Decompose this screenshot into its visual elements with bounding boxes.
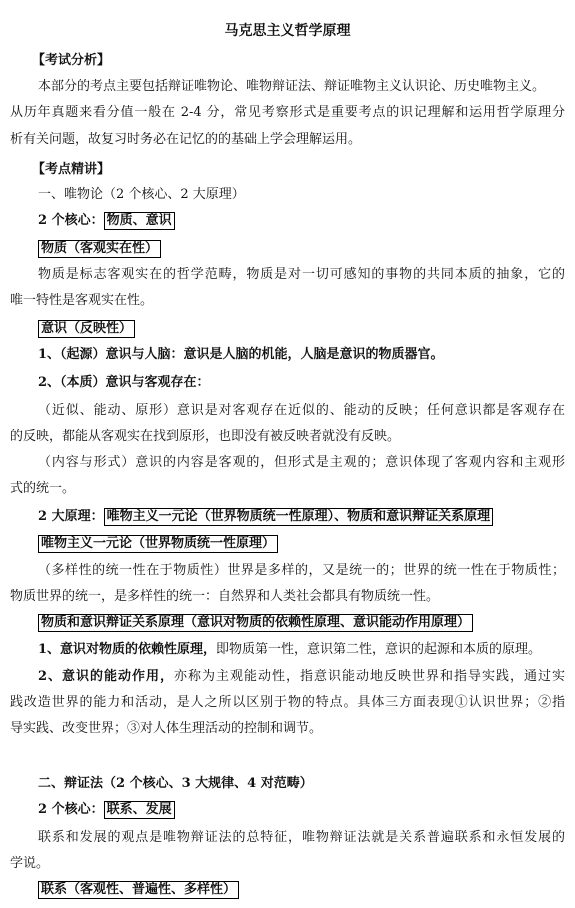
- consciousness-box: 意识（反映性）: [38, 320, 135, 338]
- dialectics-paragraph-line: 学说。: [10, 856, 50, 871]
- subheading-line: [38, 614, 473, 632]
- core-label: 2 个核心：: [38, 213, 104, 228]
- core-line: [38, 801, 175, 819]
- dialectical-paragraph-line: 践改造世界的能力和活动，是人之所以区别于物的特点。具体三方面表现①认识世界；②指: [10, 695, 565, 710]
- monism-box: 唯物主义一元论（世界物质统一性原理）: [38, 535, 278, 553]
- subheading-line: [38, 240, 161, 258]
- core-line: [38, 212, 175, 230]
- exam-paragraph-line: 析有关问题，故复习时务必在记忆的的基础上学会理解运用。: [10, 132, 362, 147]
- section-heading: 二、辩证法（2 个核心、3 大规律、4 对范畴）: [38, 776, 313, 791]
- matter-box: 物质（客观实在性）: [38, 240, 161, 258]
- section-heading: 一、唯物论（2 个核心、2 大原理）: [38, 187, 245, 202]
- point-bold-lead: 1、意识对物质的依赖性原理，: [38, 642, 217, 657]
- connection-box: 联系（客观性、普遍性、多样性）: [38, 881, 239, 899]
- point-text: 亦称为主观能动性，指意识能动地反映世界和指导实践，通过实: [174, 669, 565, 684]
- dialectical-point-1: [38, 641, 541, 659]
- dialectical-paragraph-line: 导实践、改变世界；③对人体生理活动的控制和调节。: [10, 721, 323, 736]
- monism-paragraph-line: （多样性的统一性在于物质性）世界是多样的，又是统一的；世界的统一性在于物质性；: [38, 563, 565, 578]
- principles-label: 2 大原理：: [38, 509, 104, 524]
- core-label: 2 个核心：: [38, 802, 104, 817]
- subheading-line: [38, 535, 278, 553]
- subheading-line: [38, 320, 135, 338]
- point-bold-lead: 2、意识的能动作用，: [38, 669, 175, 684]
- monism-paragraph-line: 物质世界的统一，是多样性的统一：自然界和人类社会都具有物质统一性。: [10, 589, 440, 604]
- dialectical-point-2: [38, 668, 565, 686]
- consciousness-paragraph-line: （近似、能动、原形）意识是对客观存在近似的、能动的反映；任何意识都是客观存在: [38, 403, 565, 418]
- consciousness-paragraph-line: （内容与形式）意识的内容是客观的，但形式是主观的；意识体现了客观内容和主观形: [38, 455, 565, 470]
- dialectics-paragraph-line: 联系和发展的观点是唯物辩证法的总特征，唯物辩证法就是关系普遍联系和永恒发展的: [38, 830, 565, 845]
- page-title: 马克思主义哲学原理: [224, 23, 351, 39]
- point-text: 即物质第一性，意识第二性，意识的起源和本质的原理。: [216, 642, 542, 657]
- exam-analysis-header: 【考试分析】: [32, 53, 111, 68]
- dialectical-relation-box: 物质和意识辩证关系原理（意识对物质的依赖性原理、意识能动作用原理）: [38, 614, 473, 632]
- exam-paragraph-line: 本部分的考点主要包括辩证唯物论、唯物辩证法、辩证唯物主义认识论、历史唯物主义。: [38, 79, 546, 94]
- exam-paragraph-line: 从历年真题来看分值一般在 2-4 分，常见考察形式是重要考点的识记理解和运用哲学原理分: [10, 105, 565, 120]
- principles-box: 唯物主义一元论（世界物质统一性原理）、物质和意识辩证关系原理: [104, 508, 494, 526]
- consciousness-point-2: 2、（本质）意识与客观存在：: [38, 375, 210, 390]
- key-points-header: 【考点精讲】: [32, 162, 111, 177]
- consciousness-paragraph-line: 式的统一。: [10, 481, 76, 496]
- consciousness-paragraph-line: 的反映，都能从客观实在找到原形，也即没有被反映者就没有反映。: [10, 429, 401, 444]
- matter-paragraph-line: 唯一特性是客观实在性。: [10, 293, 154, 308]
- consciousness-point-1: 1、（起源）意识与人脑：意识是人脑的机能，人脑是意识的物质器官。: [38, 347, 444, 362]
- core-box: 物质、意识: [104, 212, 175, 230]
- principles-line: [38, 508, 493, 526]
- subheading-line: [38, 881, 239, 899]
- matter-paragraph-line: 物质是标志客观实在的哲学范畴，物质是对一切可感知的事物的共同本质的抽象，它的: [38, 267, 565, 282]
- core-box: 联系、发展: [104, 801, 175, 819]
